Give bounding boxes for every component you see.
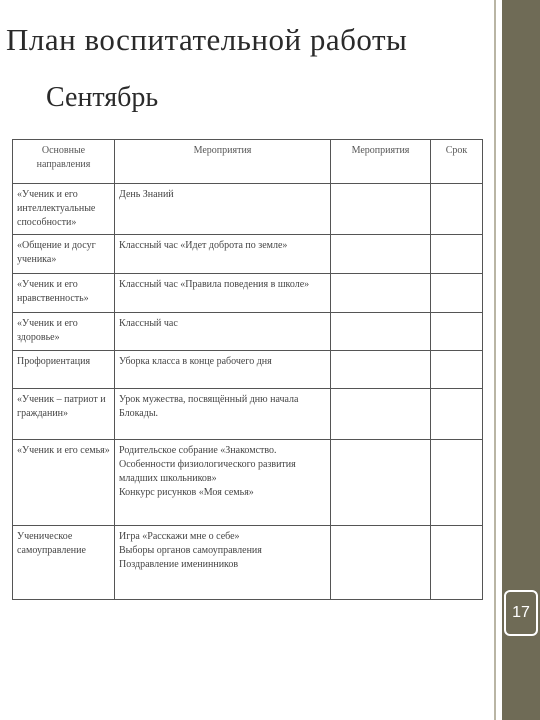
direction-cell: «Ученик и его здоровье» [13,313,115,351]
term-cell [431,274,483,313]
events2-cell [331,184,431,235]
events2-cell [331,526,431,600]
events-cell: Классный час «Правила поведения в школе» [115,274,331,313]
term-cell [431,313,483,351]
events2-cell [331,235,431,274]
events-cell: День Знаний [115,184,331,235]
events-cell: Урок мужества, посвящённый дню начала Блокады. [115,389,331,440]
events-cell: Классный час [115,313,331,351]
side-decor-line [494,0,496,720]
direction-cell: «Ученик и его интеллектуальные способности» [13,184,115,235]
events-cell: Родительское собрание «Знакомство. Особенности физиологического развития младших школьников» Конкурс рисунков «Моя семья» [115,440,331,526]
direction-cell: «Ученик – патриот и гражданин» [13,389,115,440]
header-term: Срок [431,140,483,184]
direction-cell: «Общение и досуг ученика» [13,235,115,274]
header-directions: Основные направления [13,140,115,184]
direction-cell: «Ученик и его нравственность» [13,274,115,313]
table-row [13,313,483,351]
header-events-2: Мероприятия [331,140,431,184]
page-number: 17 [504,590,538,636]
term-cell [431,184,483,235]
table-header-row [13,140,483,184]
direction-cell: «Ученик и его семья» [13,440,115,526]
term-cell [431,526,483,600]
term-cell [431,235,483,274]
events2-cell [331,274,431,313]
page-title: План воспитательной работы [6,22,408,57]
table-row [13,351,483,389]
table-row [13,389,483,440]
events2-cell [331,351,431,389]
table-row [13,274,483,313]
table-row [13,184,483,235]
events-cell: Уборка класса в конце рабочего дня [115,351,331,389]
term-cell [431,351,483,389]
direction-cell: Профориентация [13,351,115,389]
plan-table [12,139,483,600]
events2-cell [331,313,431,351]
events-cell: Классный час «Идет доброта по земле» [115,235,331,274]
header-events: Мероприятия [115,140,331,184]
table-row [13,440,483,526]
table-row [13,235,483,274]
table-row [13,526,483,600]
events-cell: Игра «Расскажи мне о себе» Выборы органов самоуправления Поздравление именинников [115,526,331,600]
month-subtitle: Сентябрь [46,82,159,113]
events2-cell [331,389,431,440]
events2-cell [331,440,431,526]
term-cell [431,440,483,526]
direction-cell: Ученическое самоуправление [13,526,115,600]
term-cell [431,389,483,440]
